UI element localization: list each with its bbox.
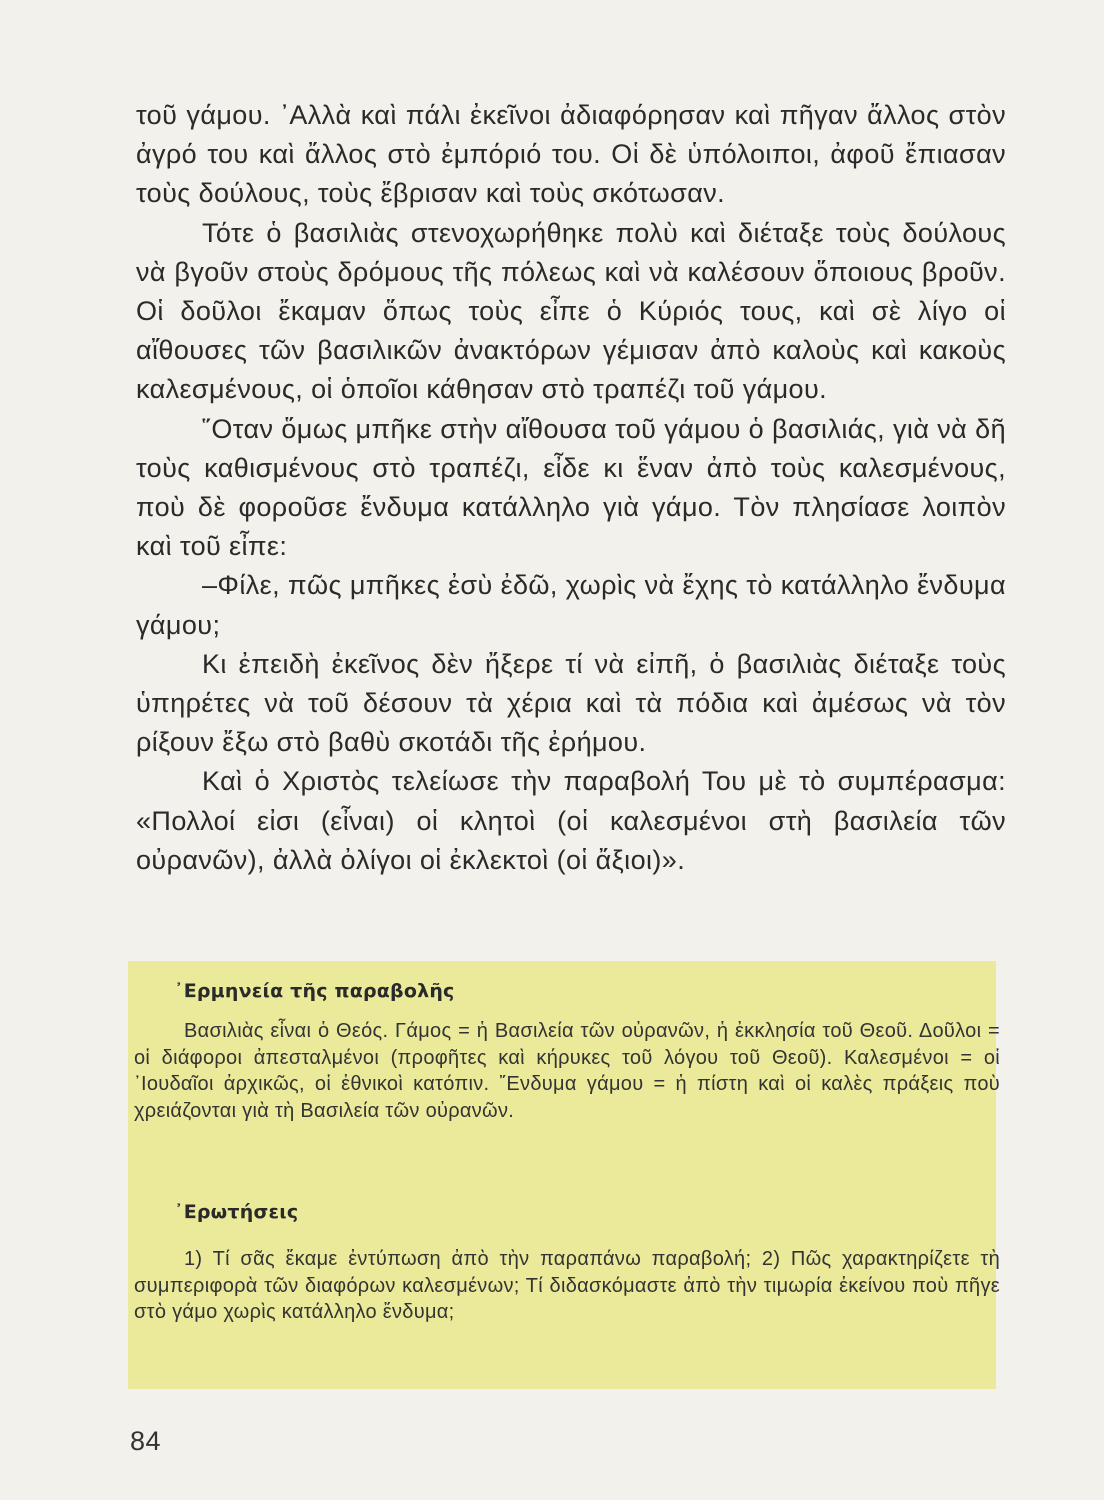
paragraph: ῞Οταν ὅμως μπῆκε στὴν αἴθουσα τοῦ γάμου ὁ βασιλιάς, γιὰ νὰ δῆ τοὺς καθισμένους στὸ τραπέζι, εἶδε κι ἕναν ἀπὸ τοὺς καλεσμένους, ποὺ δὲ φοροῦσε ἔνδυμα κατάλληλο γιὰ γάμο. Τὸν πλησίασε λοιπὸν καὶ τοῦ εἶπε: <box>136 413 1006 562</box>
interpretation-text: Βασιλιὰς εἶναι ὁ Θεός. Γάμος = ἡ Βασιλεία τῶν οὐρανῶν, ἡ ἐκκλησία τοῦ Θεοῦ. Δοῦλοι = οἱ διάφοροι ἀπεσταλμένοι (προφῆτες καὶ κήρυκες τοῦ λόγου τοῦ Θεοῦ). Καλεσμένοι = οἱ ᾿Ιουδαῖοι ἀρχικῶς, οἱ ἐθνικοὶ κατόπιν. ῎Ενδυμα γάμου = ἡ πίστη καὶ οἱ καλὲς πράξεις ποὺ χρειάζονται γιὰ τὴ Βασιλεία τῶν οὐρανῶν. <box>134 1020 1000 1122</box>
paragraph: Καὶ ὁ Χριστὸς τελείωσε τὴν παραβολή Του μὲ τὸ συμπέρασμα: «Πολλοί εἰσι (εἶναι) οἱ κλητοὶ (οἱ καλεσμένοι στὴ βασιλεία τῶν οὐρανῶν), ἀλλὰ ὀλίγοι οἱ ἐκλεκτοὶ (οἱ ἄξιοι)». <box>136 766 1006 875</box>
interpretation-text-block <box>134 1018 1000 1124</box>
paragraph: Τότε ὁ βασιλιὰς στενοχωρήθηκε πολὺ καὶ διέταξε τοὺς δούλους νὰ βγοῦν στοὺς δρόμους τῆς πόλεως καὶ νὰ καλέσουν ὅποιους βροῦν. Οἱ δοῦλοι ἔκαμαν ὅπως τοὺς εἶπε ὁ Κύριός τους, καὶ σὲ λίγο οἱ αἴθουσες τῶν βασιλικῶν ἀνακτόρων γέμισαν ἀπὸ καλοὺς καὶ κακοὺς καλεσμένους, οἱ ὁποῖοι κάθησαν στὸ τραπέζι τοῦ γάμου. <box>136 217 1006 405</box>
paragraph: τοῦ γάμου. ᾿Αλλὰ καὶ πάλι ἐκεῖνοι ἀδιαφόρησαν καὶ πῆγαν ἄλλος στὸν ἀγρό του καὶ ἄλλος στὸ ἐμπόριό του. Οἱ δὲ ὑπόλοιποι, ἀφοῦ ἔπιασαν τοὺς δούλους, τοὺς ἔβρισαν καὶ τοὺς σκότωσαν. <box>136 100 1006 209</box>
questions-text-block <box>134 1246 1000 1326</box>
questions-heading: ᾿Ερωτήσεις <box>174 1201 299 1223</box>
paragraph: Κι ἐπειδὴ ἐκεῖνος δὲν ἤξερε τί νὰ εἰπῆ, ὁ βασιλιὰς διέταξε τοὺς ὑπηρέτες νὰ τοῦ δέσουν τὰ χέρια καὶ τὰ πόδια καὶ ἀμέσως νὰ τὸν ρίξουν ἔξω στὸ βαθὺ σκοτάδι τῆς ἐρήμου. <box>136 648 1006 758</box>
page-number: 84 <box>130 1426 162 1456</box>
main-body-text <box>136 96 1006 880</box>
interpretation-heading: ᾿Ερμηνεία τῆς παραβολῆς <box>174 980 455 1002</box>
paragraph: –Φίλε, πῶς μπῆκες ἐσὺ ἐδῶ, χωρὶς νὰ ἔχης τὸ κατάλληλο ἔνδυμα γάμου; <box>136 570 1006 640</box>
questions-text: 1) Τί σᾶς ἔκαμε ἐντύπωση ἀπὸ τὴν παραπάνω παραβολή; 2) Πῶς χαρακτηρίζετε τὴ συμπεριφορὰ τῶν διαφόρων καλεσμένων; Τί διδασκόμαστε ἀπὸ τὴν τιμωρία ἐκείνου ποὺ πῆγε στὸ γάμο χωρὶς κατάλληλο ἔνδυμα; <box>134 1248 1000 1323</box>
